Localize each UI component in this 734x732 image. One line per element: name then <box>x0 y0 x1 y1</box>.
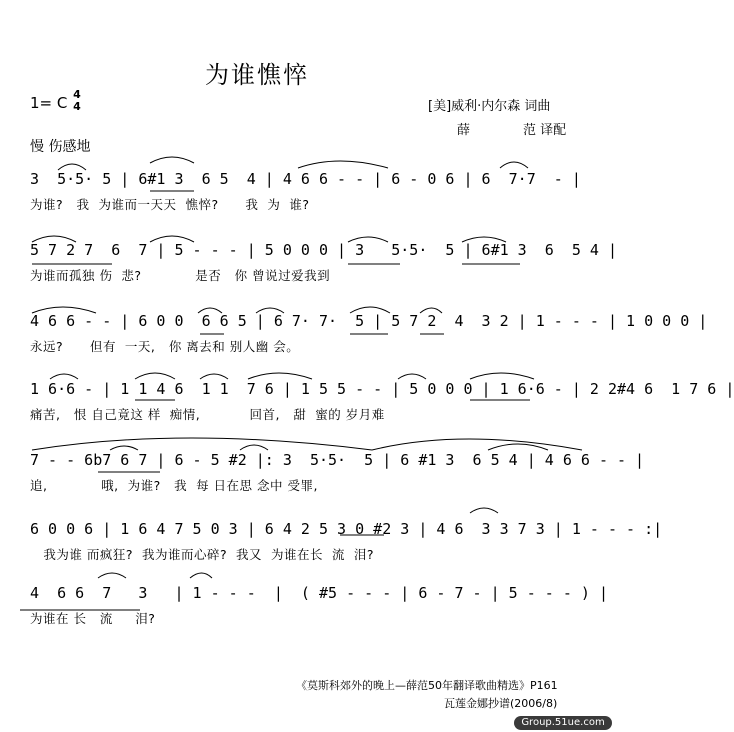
arranger-credit-1: 薛 <box>457 123 471 138</box>
notation-line-1: 3 5·5· 5 | 6#1 3 6 5 4 | 4 6 6 - - | 6 - 0 6 | 6 7·7 - | <box>30 170 581 188</box>
notation-line-6: 6 0 0 6 | 1 6 4 7 5 0 3 | 6 4 2 5 3 0 #2 3 | 4 6 3 3 7 3 | 1 - - - :| <box>30 520 663 538</box>
lyric-line-4: 痛苦, 恨 自己竟这 样 痴情, 回首, 甜 蜜的 岁月难 <box>30 407 385 422</box>
arranger-credit-2: 范 译配 <box>523 123 567 138</box>
song-title: 为谁憔悴 <box>205 61 309 89</box>
lyric-line-1: 为谁? 我 为谁而一天天 憔悴? 我 为 谁? <box>30 197 310 212</box>
lyric-line-6: 我为谁 而疯狂? 我为谁而心碎? 我又 为谁在长 流 泪? <box>30 547 375 562</box>
key-signature: 1= C <box>30 94 68 112</box>
lyric-line-5: 追, 哦, 为谁? 我 每 日在思 念中 受罪, <box>30 478 318 493</box>
notation-line-7: 4 6 6 7 3 | 1 - - - | ( #5 - - - | 6 - 7 - | 5 - - - ) | <box>30 584 608 602</box>
notation-line-5: 7 - - 6b7 6 7 | 6 - 5 #2 |: 3 5·5· 5 | 6 #1 3 6 5 4 | 4 6 6 - - | <box>30 451 645 469</box>
notation-line-3: 4 6 6 - - | 6 0 0 6 6 5 | 6 7· 7· 5 | 5 7 2 4 3 2 | 1 - - - | 1 0 0 0 | <box>30 312 708 330</box>
watermark-badge: Group.51ue.com <box>514 716 612 730</box>
notation-line-4: 1 6·6 - | 1 1 4 6 1 1 7 6 | 1 5 5 - - | 5 0 0 0 | 1 6·6 - | 2 2#4 6 1 7 6 | <box>30 380 734 398</box>
lyric-line-3: 永远? 但有 一天, 你 离去和 别人幽 会。 <box>30 339 300 354</box>
time-signature-top: 4 <box>73 88 81 101</box>
tempo-marking: 慢 伤感地 <box>30 139 91 155</box>
composer-credit: [美]威利·内尔森 词曲 <box>428 99 551 114</box>
source-citation: 《莫斯科郊外的晚上—薛范50年翻译歌曲精选》P161 <box>296 679 558 692</box>
copyist-credit: 瓦莲金娜抄谱(2006/8) <box>444 697 558 710</box>
time-signature-bottom: 4 <box>73 100 81 113</box>
notation-line-2: 5 7 2 7 6 7 | 5 - - - | 5 0 0 0 | 3 5·5· 5 | 6#1 3 6 5 4 | <box>30 241 617 259</box>
lyric-line-7: 为谁在 长 流 泪? <box>30 611 156 626</box>
lyric-line-2: 为谁而孤独 伤 悲? 是否 你 曾说过爱我到 <box>30 268 331 283</box>
